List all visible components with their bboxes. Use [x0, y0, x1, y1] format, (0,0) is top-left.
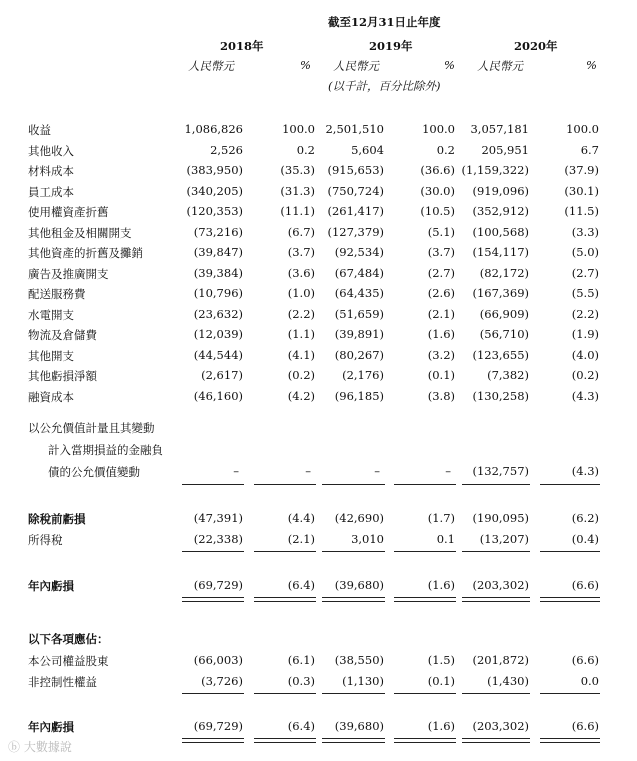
value: (46,160)	[193, 388, 243, 403]
value: (1.9)	[571, 327, 599, 341]
value: (120,353)	[186, 204, 243, 218]
double-rule	[322, 597, 385, 602]
row-label: 除稅前虧損	[28, 512, 86, 526]
value: (82,172)	[479, 265, 529, 280]
value: 5,604	[351, 142, 384, 157]
table-row	[0, 266, 637, 286]
table-row	[0, 245, 637, 265]
rule	[254, 551, 316, 552]
rule	[540, 693, 600, 694]
watermark-text: 大數據說	[23, 740, 72, 754]
table-row	[0, 348, 637, 368]
value: (37.9)	[564, 163, 599, 177]
table-row	[0, 163, 637, 183]
loss-for-year-total-row	[0, 719, 637, 739]
value: (915,653)	[327, 163, 384, 177]
value: (96,185)	[334, 388, 384, 403]
year-2020-header: 2020年	[514, 39, 558, 53]
value: (167,369)	[472, 286, 529, 300]
value: (6.2)	[571, 511, 599, 525]
fv-2020-amount: (132,757)	[472, 464, 529, 478]
value: (1,430)	[487, 674, 529, 688]
value: (1.1)	[287, 327, 315, 341]
value: 6.7	[580, 142, 599, 157]
fv-2019-pct: –	[445, 464, 451, 478]
rule	[540, 551, 600, 552]
value: (201,872)	[472, 653, 529, 667]
value: (4.3)	[571, 388, 599, 403]
unit-pct-2020: %	[586, 58, 597, 72]
value: (38,550)	[334, 653, 384, 667]
value: (56,710)	[479, 327, 529, 341]
value: (1.0)	[287, 286, 315, 300]
value: (0.3)	[287, 674, 315, 688]
value: (1.6)	[427, 578, 455, 592]
value: (66,003)	[193, 653, 243, 667]
rule	[462, 551, 530, 552]
value: (5.5)	[571, 286, 599, 300]
value: (2,176)	[342, 368, 384, 382]
value: (7,382)	[487, 368, 529, 382]
value: (3.2)	[427, 347, 455, 362]
value: (4.1)	[287, 347, 315, 362]
value: (3,726)	[201, 674, 243, 688]
value: (203,302)	[472, 719, 529, 733]
value: (383,950)	[186, 163, 243, 177]
rule	[254, 484, 316, 485]
rule	[182, 484, 244, 485]
value: (919,096)	[472, 183, 529, 198]
owners-row	[0, 653, 637, 673]
value: (0.2)	[571, 368, 599, 382]
value: (39,680)	[334, 719, 384, 733]
double-rule	[462, 738, 530, 743]
value: (12,039)	[193, 327, 243, 341]
value: (0.4)	[571, 532, 599, 546]
year-2019-header: 2019年	[369, 39, 413, 53]
double-rule	[322, 738, 385, 743]
rule	[462, 693, 530, 694]
double-rule	[394, 597, 456, 602]
value: (1,159,322)	[461, 163, 529, 177]
loss-before-tax-row	[0, 511, 637, 531]
rule	[394, 551, 456, 552]
value: 2,501,510	[325, 122, 384, 136]
row-label: 年內虧損	[28, 579, 74, 593]
value: (2,617)	[201, 368, 243, 382]
value: 0.2	[296, 142, 315, 157]
value: (1,130)	[342, 674, 384, 688]
value: (11.5)	[564, 204, 599, 218]
value: (30.0)	[420, 183, 455, 198]
watermark-logo-icon: ⓑ	[8, 740, 24, 754]
table-row	[0, 143, 637, 163]
nci-row	[0, 674, 637, 694]
value: (5.0)	[571, 245, 599, 259]
rule	[540, 484, 600, 485]
value: (5.1)	[427, 224, 455, 239]
value: (3.7)	[287, 245, 315, 259]
value: (154,117)	[472, 245, 529, 259]
value: (6.1)	[287, 653, 315, 667]
value: (6.6)	[571, 578, 599, 592]
value: (340,205)	[186, 183, 243, 198]
value: (0.1)	[427, 368, 455, 382]
value: (73,216)	[193, 224, 243, 239]
table-row	[0, 327, 637, 347]
value: (750,724)	[327, 183, 384, 198]
value: (51,659)	[334, 306, 384, 321]
row-label: 其他租金及相關開支	[28, 225, 132, 240]
row-label: 材料成本	[28, 164, 74, 178]
rule	[394, 693, 456, 694]
rule	[322, 551, 385, 552]
value: (6.6)	[571, 719, 599, 733]
value: (39,847)	[193, 245, 243, 259]
value: (123,655)	[472, 347, 529, 362]
fv-change-label-1: 以公允價值計量且其變動	[28, 421, 155, 435]
value: (69,729)	[193, 719, 243, 733]
fv-change-label-2: 計入當期損益的金融負	[48, 443, 163, 457]
table-row	[0, 122, 637, 142]
row-label: 物流及倉儲費	[28, 328, 97, 342]
value: (3.8)	[427, 388, 455, 403]
rule	[462, 484, 530, 485]
value: 0.1	[436, 532, 455, 546]
row-label: 使用權資產折舊	[28, 205, 109, 219]
value: 0.2	[436, 142, 455, 157]
double-rule	[394, 738, 456, 743]
value: (1.5)	[427, 653, 455, 667]
unit-note: (以千計，百分比除外)	[328, 79, 441, 93]
value: (2.6)	[427, 286, 455, 300]
table-row	[0, 368, 637, 388]
double-rule	[540, 738, 600, 743]
row-label: 收益	[28, 123, 51, 137]
value: (66,909)	[479, 306, 529, 321]
row-label: 其他開支	[28, 348, 74, 363]
table-row	[0, 184, 637, 204]
value: (13,207)	[479, 532, 529, 546]
value: 3,010	[351, 532, 384, 546]
table-row	[0, 225, 637, 245]
row-label: 所得稅	[28, 533, 63, 547]
value: (0.2)	[287, 368, 315, 382]
value: (39,891)	[334, 327, 384, 341]
double-rule	[462, 597, 530, 602]
value: (3.3)	[571, 224, 599, 239]
loss-for-year-row	[0, 578, 637, 598]
value: (39,680)	[334, 578, 384, 592]
value: (47,391)	[193, 511, 243, 525]
value: 1,086,826	[184, 122, 243, 136]
value: (31.3)	[280, 183, 315, 198]
rule	[322, 484, 385, 485]
value: (4.4)	[287, 511, 315, 525]
value: (127,379)	[327, 224, 384, 239]
value: (203,302)	[472, 578, 529, 592]
value: (69,729)	[193, 578, 243, 592]
value: (4.0)	[571, 347, 599, 362]
value: (42,690)	[334, 511, 384, 525]
row-label: 其他資產的折舊及攤銷	[28, 246, 143, 260]
row-label: 非控制性權益	[28, 675, 97, 689]
value: (6.4)	[287, 578, 315, 592]
rule	[394, 484, 456, 485]
double-rule	[540, 597, 600, 602]
period-header: 截至12月31日止年度	[328, 15, 441, 29]
row-label: 廣告及推廣開支	[28, 266, 109, 281]
value: 3,057,181	[470, 122, 529, 136]
table-row	[0, 286, 637, 306]
value: (44,544)	[193, 347, 243, 362]
value: (190,095)	[472, 511, 529, 525]
row-label: 配送服務費	[28, 287, 86, 301]
value: 2,526	[210, 142, 243, 157]
attributable-heading: 以下各項應佔：	[28, 632, 109, 646]
value: (1.6)	[427, 327, 455, 341]
double-rule	[182, 738, 244, 743]
value: (23,632)	[193, 306, 243, 321]
value: (100,568)	[472, 224, 529, 239]
unit-pct-2018: %	[300, 58, 311, 72]
value: (3.6)	[287, 265, 315, 280]
value: (6.6)	[571, 653, 599, 667]
value: (10,796)	[193, 286, 243, 300]
rule	[182, 551, 244, 552]
double-rule	[254, 597, 316, 602]
table-row	[0, 307, 637, 327]
fv-2020-pct: (4.3)	[571, 464, 599, 478]
value: 205,951	[481, 142, 529, 157]
table-row	[0, 204, 637, 224]
value: (2.7)	[571, 265, 599, 280]
value: (130,258)	[472, 388, 529, 403]
value: (11.1)	[280, 204, 315, 218]
value: (92,534)	[334, 245, 384, 259]
unit-rmb-2018: 人民幣元	[188, 59, 234, 73]
unit-rmb-2019: 人民幣元	[333, 59, 379, 73]
value: (2.1)	[287, 532, 315, 546]
value: (80,267)	[334, 347, 384, 362]
table-row	[0, 389, 637, 409]
value: (2.2)	[287, 306, 315, 321]
double-rule	[254, 738, 316, 743]
income-tax-row	[0, 532, 637, 552]
value: (2.1)	[427, 306, 455, 321]
value: (64,435)	[334, 286, 384, 300]
value: (261,417)	[327, 204, 384, 218]
fv-2018-amount: –	[233, 464, 239, 478]
value: (22,338)	[193, 532, 243, 546]
fv-2019-amount: –	[374, 464, 380, 478]
row-label: 其他虧損淨額	[28, 369, 97, 383]
value: (30.1)	[564, 183, 599, 198]
value: (39,384)	[193, 265, 243, 280]
value: (6.7)	[287, 224, 315, 239]
fv-2018-pct: –	[305, 464, 311, 478]
value: 100.0	[566, 122, 599, 136]
value: (36.6)	[420, 163, 455, 177]
value: (4.2)	[287, 388, 315, 403]
value: 0.0	[580, 674, 599, 688]
value: (67,484)	[334, 265, 384, 280]
row-label: 融資成本	[28, 389, 74, 404]
row-label: 本公司權益股東	[28, 654, 109, 668]
value: (6.4)	[287, 719, 315, 733]
value: (3.7)	[427, 245, 455, 259]
value: (1.7)	[427, 511, 455, 525]
value: (0.1)	[427, 674, 455, 688]
row-label: 其他收入	[28, 143, 74, 158]
double-rule	[182, 597, 244, 602]
value: 100.0	[422, 122, 455, 136]
value: (1.6)	[427, 719, 455, 733]
rule	[322, 693, 385, 694]
value: 100.0	[282, 122, 315, 136]
value: (35.3)	[280, 163, 315, 177]
year-2018-header: 2018年	[220, 39, 264, 53]
unit-pct-2019: %	[444, 58, 455, 72]
value: (2.2)	[571, 306, 599, 321]
row-label: 年內虧損	[28, 720, 74, 734]
rule	[182, 693, 244, 694]
row-label: 水電開支	[28, 307, 74, 322]
rule	[254, 693, 316, 694]
value: (352,912)	[472, 204, 529, 218]
fv-change-values	[0, 464, 637, 484]
watermark	[8, 738, 72, 755]
fv-change-label-3: 債的公允價值變動	[48, 465, 140, 479]
row-label: 員工成本	[28, 184, 74, 199]
value: (10.5)	[420, 204, 455, 218]
unit-rmb-2020: 人民幣元	[477, 59, 523, 73]
value: (2.7)	[427, 265, 455, 280]
